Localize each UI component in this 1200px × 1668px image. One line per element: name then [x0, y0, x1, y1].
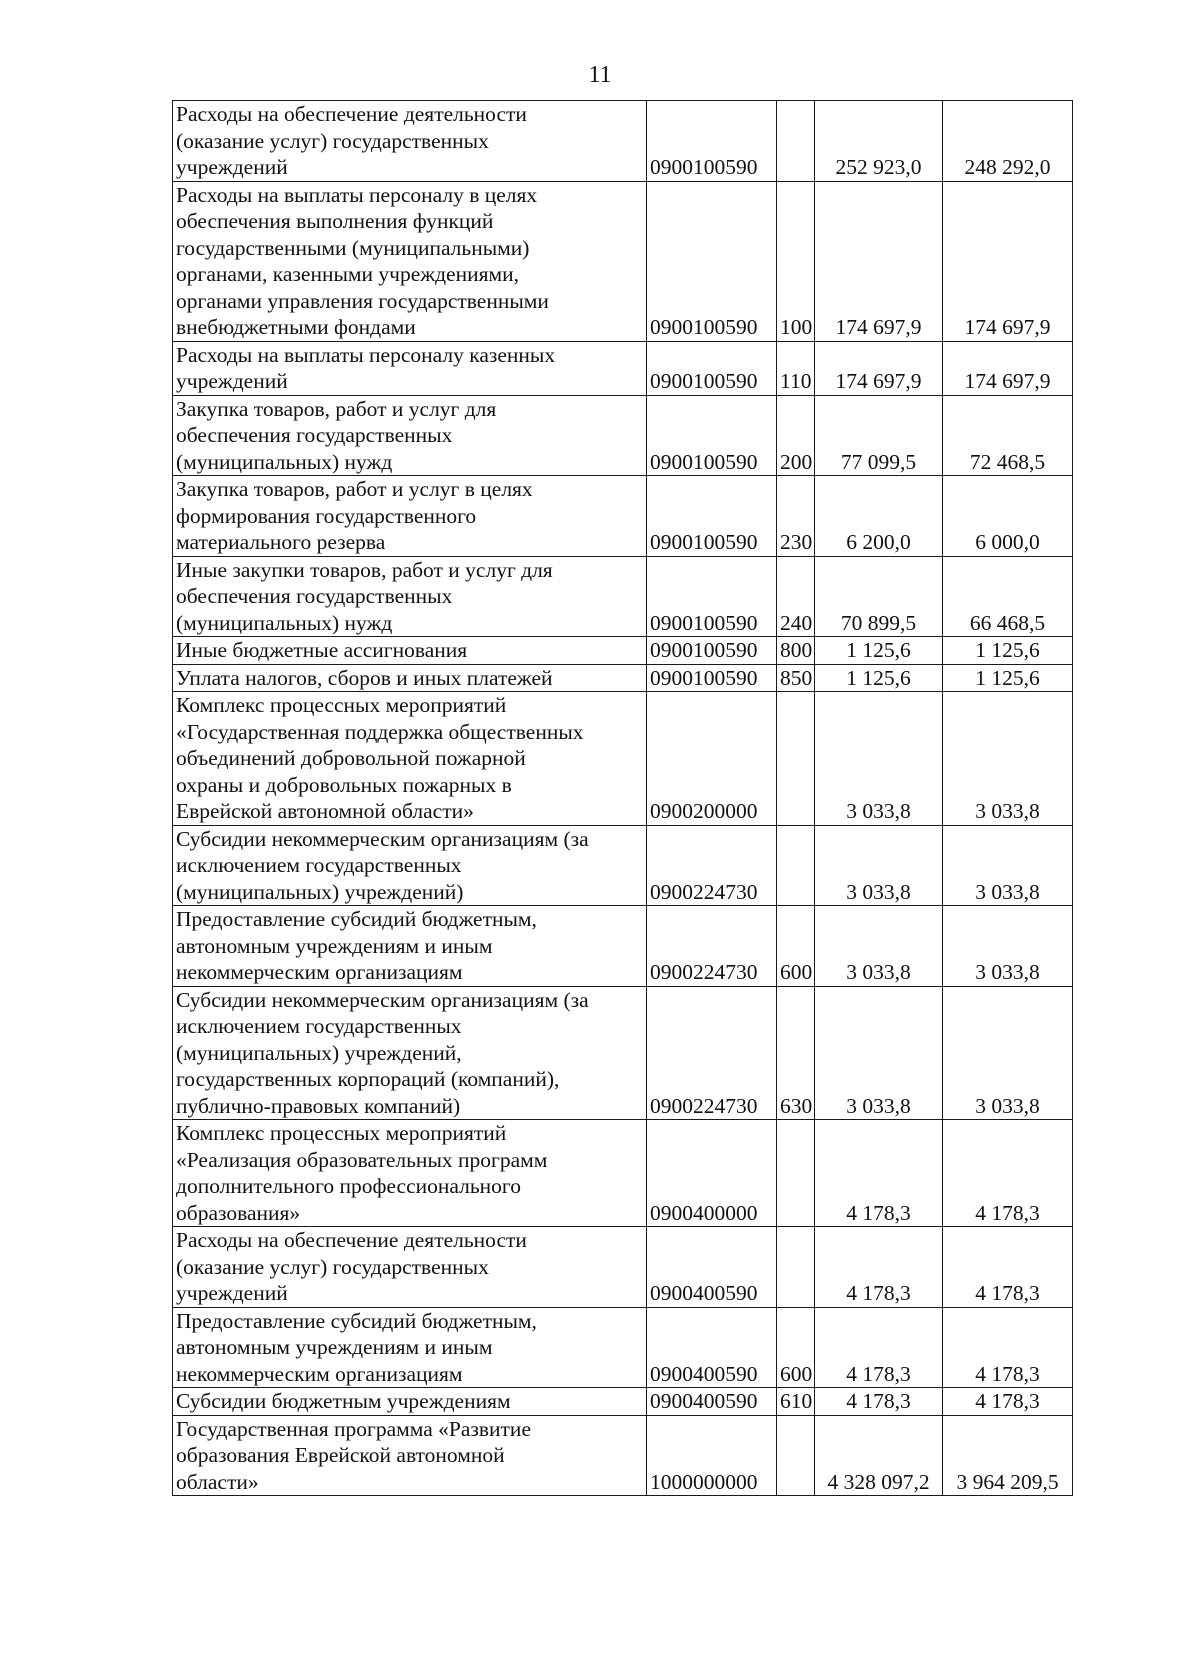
- budget-table: [172, 100, 1073, 1496]
- expense-name-line: «Государственная поддержка общественных: [176, 719, 584, 744]
- expense-type-code-cell: [777, 1227, 815, 1308]
- expense-type-code-cell: 240: [777, 556, 815, 637]
- expense-name-line: образования Еврейской автономной: [176, 1443, 505, 1467]
- target-article-code-cell: 0900100590: [647, 664, 777, 692]
- expense-name-cell: [173, 825, 647, 906]
- amount-year1-cell: 3 033,8: [815, 825, 943, 906]
- amount-year2-cell: 4 178,3: [943, 1227, 1073, 1308]
- expense-type-code-cell: 600: [777, 1307, 815, 1388]
- expense-name-line: обеспечения выполнения функций: [176, 209, 494, 233]
- target-article-code-cell: 0900400000: [647, 1120, 777, 1227]
- expense-name-line: Закупка товаров, работ и услуг в целях: [176, 477, 533, 501]
- amount-year2-cell: 3 033,8: [943, 986, 1073, 1120]
- expense-type-code-cell: [777, 825, 815, 906]
- table-row: [173, 986, 1073, 1120]
- expense-name-line: материального резерва: [176, 530, 386, 554]
- expense-name-line: Субсидии некоммерческим организациям (за: [176, 987, 589, 1012]
- expense-name-line: Комплекс процессных мероприятий: [176, 693, 507, 717]
- target-article-code-cell: 0900400590: [647, 1227, 777, 1308]
- expense-name-line: объединений добровольной пожарной: [176, 746, 526, 770]
- table-row: [173, 1120, 1073, 1227]
- expense-name-line: охраны и добровольных пожарных в: [176, 772, 512, 797]
- amount-year2-cell: 3 033,8: [943, 906, 1073, 987]
- target-article-code-cell: 0900100590: [647, 476, 777, 557]
- expense-name-line: публично-правовых компаний): [176, 1093, 461, 1118]
- amount-year2-cell: 66 468,5: [943, 556, 1073, 637]
- expense-name-line: Иные бюджетные ассигнования: [176, 638, 468, 662]
- amount-year1-cell: 6 200,0: [815, 476, 943, 557]
- expense-name-line: Комплекс процессных мероприятий: [176, 1121, 507, 1145]
- expense-name-line: Расходы на выплаты персоналу в целях: [176, 182, 538, 207]
- table-row: [173, 1415, 1073, 1496]
- expense-name-line: Предоставление субсидий бюджетным,: [176, 907, 537, 931]
- amount-year1-cell: 4 178,3: [815, 1120, 943, 1227]
- target-article-code-cell: 0900224730: [647, 906, 777, 987]
- target-article-code-cell: 0900100590: [647, 341, 777, 395]
- expense-type-code-cell: [777, 101, 815, 182]
- expense-name-line: Государственная программа «Развитие: [176, 1416, 531, 1441]
- expense-name-line: автономным учреждениям и иным: [176, 1335, 493, 1359]
- amount-year1-cell: 4 178,3: [815, 1227, 943, 1308]
- amount-year2-cell: 174 697,9: [943, 181, 1073, 341]
- expense-type-code-cell: [777, 692, 815, 826]
- expense-name-line: (оказание услуг) государственных: [176, 128, 489, 153]
- table-row: [173, 341, 1073, 395]
- expense-name-line: некоммерческим организациям: [176, 1361, 463, 1386]
- expense-name-line: Расходы на обеспечение деятельности: [176, 102, 527, 126]
- expense-name-line: обеспечения государственных: [176, 423, 453, 447]
- budget-table-body: [173, 101, 1073, 1496]
- amount-year2-cell: 4 178,3: [943, 1388, 1073, 1416]
- expense-name-cell: [173, 181, 647, 341]
- expense-name-line: Еврейской автономной области»: [176, 799, 474, 823]
- amount-year1-cell: 1 125,6: [815, 637, 943, 665]
- target-article-code-cell: 0900100590: [647, 395, 777, 476]
- expense-name-line: Уплата налогов, сборов и иных платежей: [176, 665, 553, 690]
- amount-year1-cell: 3 033,8: [815, 986, 943, 1120]
- target-article-code-cell: 0900224730: [647, 986, 777, 1120]
- expense-name-line: (муниципальных) нужд: [176, 449, 393, 474]
- expense-type-code-cell: 100: [777, 181, 815, 341]
- expense-name-line: исключением государственных: [176, 853, 462, 877]
- target-article-code-cell: 0900400590: [647, 1307, 777, 1388]
- amount-year1-cell: 252 923,0: [815, 101, 943, 182]
- expense-type-code-cell: 230: [777, 476, 815, 557]
- expense-name-line: формирования государственного: [176, 503, 477, 528]
- expense-name-cell: [173, 476, 647, 557]
- expense-name-line: некоммерческим организациям: [176, 960, 463, 984]
- amount-year2-cell: 4 178,3: [943, 1307, 1073, 1388]
- target-article-code-cell: 1000000000: [647, 1415, 777, 1496]
- target-article-code-cell: 0900100590: [647, 556, 777, 637]
- expense-name-cell: [173, 395, 647, 476]
- amount-year2-cell: 6 000,0: [943, 476, 1073, 557]
- amount-year2-cell: 3 964 209,5: [943, 1415, 1073, 1496]
- table-row: [173, 556, 1073, 637]
- amount-year1-cell: 4 178,3: [815, 1307, 943, 1388]
- expense-name-line: образования»: [176, 1200, 301, 1225]
- expense-name-line: «Реализация образовательных программ: [176, 1147, 548, 1172]
- expense-name-cell: [173, 692, 647, 826]
- expense-name-line: внебюджетными фондами: [176, 315, 416, 339]
- amount-year2-cell: 174 697,9: [943, 341, 1073, 395]
- expense-name-line: органами, казенными учреждениями,: [176, 262, 519, 286]
- table-row: [173, 637, 1073, 665]
- expense-name-line: государственными (муниципальными): [176, 235, 530, 260]
- expense-name-line: государственных корпораций (компаний),: [176, 1067, 560, 1091]
- page-number: 11: [588, 62, 612, 88]
- expense-name-line: учреждений: [176, 1281, 288, 1305]
- table-row: [173, 395, 1073, 476]
- expense-type-code-cell: 630: [777, 986, 815, 1120]
- expense-name-cell: [173, 556, 647, 637]
- amount-year2-cell: 3 033,8: [943, 825, 1073, 906]
- table-row: [173, 1307, 1073, 1388]
- expense-type-code-cell: [777, 1415, 815, 1496]
- table-row: [173, 692, 1073, 826]
- expense-name-line: органами управления государственными: [176, 288, 549, 313]
- table-row: [173, 1227, 1073, 1308]
- expense-name-cell: [173, 1227, 647, 1308]
- expense-name-line: Субсидии бюджетным учреждениям: [176, 1389, 511, 1413]
- expense-name-cell: [173, 1307, 647, 1388]
- target-article-code-cell: 0900400590: [647, 1388, 777, 1416]
- expense-name-line: Закупка товаров, работ и услуг для: [176, 396, 497, 421]
- expense-name-cell: [173, 341, 647, 395]
- expense-name-cell: [173, 1120, 647, 1227]
- expense-type-code-cell: 850: [777, 664, 815, 692]
- expense-type-code-cell: 110: [777, 341, 815, 395]
- target-article-code-cell: 0900200000: [647, 692, 777, 826]
- amount-year1-cell: 3 033,8: [815, 906, 943, 987]
- expense-name-line: (оказание услуг) государственных: [176, 1254, 489, 1279]
- expense-name-line: (муниципальных) нужд: [176, 610, 393, 635]
- target-article-code-cell: 0900224730: [647, 825, 777, 906]
- expense-name-cell: [173, 906, 647, 987]
- expense-name-cell: [173, 1388, 647, 1416]
- expense-name-line: области»: [176, 1469, 259, 1494]
- expense-name-line: Предоставление субсидий бюджетным,: [176, 1308, 537, 1333]
- expense-type-code-cell: 200: [777, 395, 815, 476]
- amount-year2-cell: 1 125,6: [943, 637, 1073, 665]
- amount-year1-cell: 4 178,3: [815, 1388, 943, 1416]
- expense-name-line: (муниципальных) учреждений,: [176, 1040, 462, 1065]
- expense-type-code-cell: 800: [777, 637, 815, 665]
- amount-year1-cell: 3 033,8: [815, 692, 943, 826]
- expense-type-code-cell: 610: [777, 1388, 815, 1416]
- expense-name-line: Расходы на выплаты персоналу казенных: [176, 342, 556, 367]
- table-row: [173, 825, 1073, 906]
- expense-name-cell: [173, 664, 647, 692]
- expense-name-cell: [173, 101, 647, 182]
- expense-type-code-cell: [777, 1120, 815, 1227]
- expense-name-cell: [173, 986, 647, 1120]
- table-row: [173, 476, 1073, 557]
- table-row: [173, 181, 1073, 341]
- expense-name-line: (муниципальных) учреждений): [176, 879, 464, 904]
- expense-name-line: дополнительного профессионального: [176, 1174, 521, 1198]
- target-article-code-cell: 0900100590: [647, 101, 777, 182]
- amount-year1-cell: 4 328 097,2: [815, 1415, 943, 1496]
- expense-name-cell: [173, 1415, 647, 1496]
- expense-name-line: Субсидии некоммерческим организациям (за: [176, 826, 589, 851]
- target-article-code-cell: 0900100590: [647, 181, 777, 341]
- expense-name-cell: [173, 637, 647, 665]
- amount-year2-cell: 1 125,6: [943, 664, 1073, 692]
- amount-year1-cell: 70 899,5: [815, 556, 943, 637]
- table-row: [173, 664, 1073, 692]
- amount-year1-cell: 1 125,6: [815, 664, 943, 692]
- table-row: [173, 101, 1073, 182]
- expense-name-line: учреждений: [176, 155, 288, 179]
- expense-name-line: учреждений: [176, 369, 288, 393]
- amount-year2-cell: 3 033,8: [943, 692, 1073, 826]
- amount-year2-cell: 72 468,5: [943, 395, 1073, 476]
- expense-name-line: исключением государственных: [176, 1014, 462, 1038]
- amount-year1-cell: 174 697,9: [815, 341, 943, 395]
- amount-year1-cell: 77 099,5: [815, 395, 943, 476]
- expense-name-line: автономным учреждениям и иным: [176, 933, 493, 958]
- amount-year2-cell: 248 292,0: [943, 101, 1073, 182]
- table-row: [173, 1388, 1073, 1416]
- expense-name-line: Расходы на обеспечение деятельности: [176, 1228, 527, 1252]
- amount-year2-cell: 4 178,3: [943, 1120, 1073, 1227]
- expense-name-line: Иные закупки товаров, работ и услуг для: [176, 557, 553, 582]
- table-row: [173, 906, 1073, 987]
- amount-year1-cell: 174 697,9: [815, 181, 943, 341]
- expense-name-line: обеспечения государственных: [176, 584, 453, 608]
- expense-type-code-cell: 600: [777, 906, 815, 987]
- target-article-code-cell: 0900100590: [647, 637, 777, 665]
